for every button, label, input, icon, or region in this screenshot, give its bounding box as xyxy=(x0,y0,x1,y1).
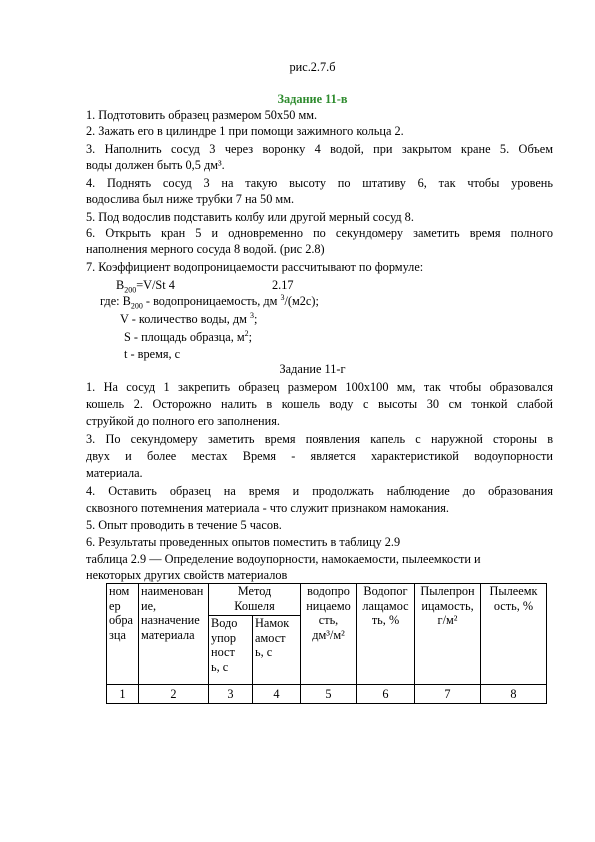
column-number: 4 xyxy=(253,685,301,704)
task-b-step-6: 6. Открыть кран 5 и одновременно по секундомеру заметить время полного xyxy=(86,226,553,240)
task-b-step-7: 7. Коэффициент водопроницаемости рассчитывают по формуле: xyxy=(86,260,424,274)
column-number: 6 xyxy=(357,685,415,704)
definition-v: V - количество воды, дм $^3$; xyxy=(120,310,258,326)
column-number: 5 xyxy=(301,685,357,704)
task-g-step-1c: струйкой до полного его заполнения. xyxy=(86,414,280,428)
task-b-step-4: 4. Поднять сосуд 3 на такую высоту по штативу 6, так чтобы уровень xyxy=(86,176,553,190)
header-water-resistance: Водо упор ност ь, с xyxy=(209,616,253,685)
task-b-step-6b: наполнения мерного сосуда 8 водой. (рис 2.8) xyxy=(86,242,325,256)
task-g-step-3: 3. По секундомеру заметить время появления капель с наружной стороны в xyxy=(86,432,553,446)
task-b-step-3: 3. Наполнить сосуд 3 через воронку 4 водой, при закрытом кране 5. Объем xyxy=(86,142,553,156)
column-number: 2 xyxy=(139,685,209,704)
header-sample-number: ном ер обра зца xyxy=(107,584,139,685)
definition-t: t - время, с xyxy=(124,347,181,361)
task-g-step-3c: материала. xyxy=(86,466,143,480)
header-dust-capacity: Пылеемк ость, % xyxy=(481,584,547,685)
task-b-title: Задание 11-в xyxy=(277,92,348,106)
task-g-step-5: 5. Опыт проводить в течение 5 часов. xyxy=(86,518,282,532)
header-water-absorption: Водопог лащамос ть, % xyxy=(357,584,415,685)
task-b-step-5: 5. Под водослив подставить колбу или другой мерный сосуд 8. xyxy=(86,210,414,224)
header-dust-permeability: Пылепрон ицамость, г/м² xyxy=(415,584,481,685)
formula: $В_{200}=V/St$ 4 xyxy=(116,278,175,295)
figure-caption: рис.2.7.б xyxy=(289,60,336,74)
task-b-step-4b: водослива был ниже трубки 7 на 50 мм. xyxy=(86,192,295,206)
header-koshel-method: Метод Кошеля xyxy=(209,584,301,616)
properties-table xyxy=(106,583,547,704)
column-number: 7 xyxy=(415,685,481,704)
header-material-name: наименован ие, назначение материала xyxy=(139,584,209,685)
table-caption: таблица 2.9 — Определение водоупорности, намокаемости, пылеемкости и xyxy=(86,552,481,566)
table-caption-2: некоторых других свойств материалов xyxy=(86,568,288,582)
task-b-step-3b: воды должен быть 0,5 дм³. xyxy=(86,158,225,172)
definition-s: S - площадь образца, $м^2$; xyxy=(124,328,253,344)
task-g-title: Задание 11-г xyxy=(279,362,346,376)
task-g-step-6: 6. Результаты проведенных опытов поместить в таблицу 2.9 xyxy=(86,535,401,549)
task-g-step-3b: двух и более местах Время - является характеристикой водоупорности xyxy=(86,449,553,463)
header-water-permeability: водопро ницаемо сть, дм³/м² xyxy=(301,584,357,685)
task-g-step-4: 4. Оставить образец на время и продолжать наблюдение до образования xyxy=(86,484,553,498)
column-number: 8 xyxy=(481,685,547,704)
task-b-step-1: 1. Подтотовить образец размером 50х50 мм. xyxy=(86,108,318,122)
formula-number: 2.17 xyxy=(272,278,294,292)
column-number: 3 xyxy=(209,685,253,704)
formula-where: где: $В_{200}$ - водопроницаемость, дм $^3$/(м2с); xyxy=(100,292,319,311)
header-wettability: Намок амост ь, с xyxy=(253,616,301,685)
column-number: 1 xyxy=(107,685,139,704)
task-g-step-1b: кошель 2. Осторожно налить в кошель воду с высоты 30 см тонкой слабой xyxy=(86,397,553,411)
task-g-step-1: 1. На сосуд 1 закрепить образец размером 100х100 мм, так чтобы образовался xyxy=(86,380,553,394)
task-g-step-4b: сквозного потемнения материала - что служит признаком намокания. xyxy=(86,501,449,515)
task-b-step-2: 2. Зажать его в цилиндре 1 при помощи зажимного кольца 2. xyxy=(86,124,404,138)
